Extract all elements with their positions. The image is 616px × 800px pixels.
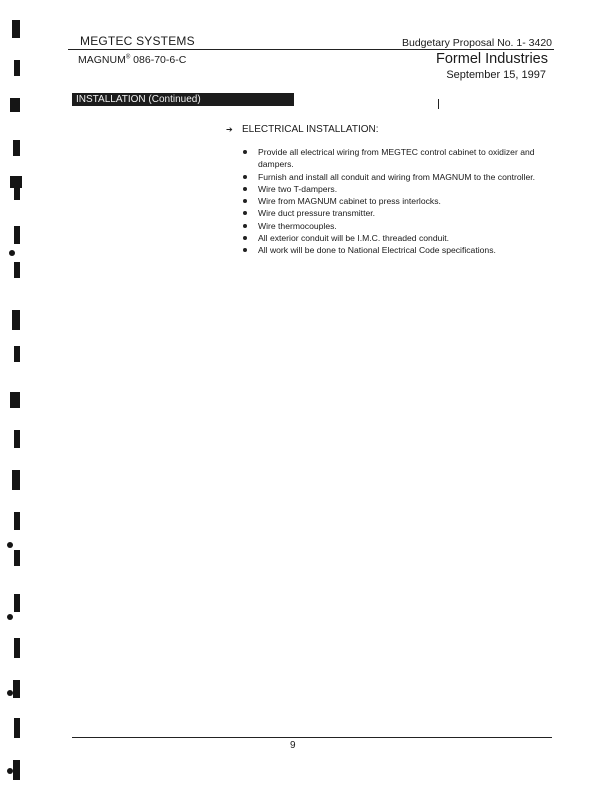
banner-label: INSTALLATION (Continued) bbox=[76, 94, 201, 105]
company-name: MEGTEC SYSTEMS bbox=[80, 34, 195, 48]
margin-tick bbox=[438, 99, 439, 109]
model-suffix: 086-70-6-C bbox=[130, 54, 187, 66]
list-item: Wire two T-dampers. bbox=[240, 183, 540, 195]
list-item: Wire from MAGNUM cabinet to press interlocks. bbox=[240, 195, 540, 207]
requirements-list bbox=[240, 146, 540, 257]
registered-mark: ® bbox=[125, 54, 131, 61]
list-item: Wire duct pressure transmitter. bbox=[240, 207, 540, 219]
list-item: Furnish and install all conduit and wiring from MAGNUM to the controller. bbox=[240, 171, 540, 183]
subsection-heading bbox=[226, 124, 379, 135]
list-item: All exterior conduit will be I.M.C. threaded conduit. bbox=[240, 232, 540, 244]
client-name: Formel Industries bbox=[435, 51, 548, 67]
header-rule-top bbox=[68, 49, 554, 50]
footer-rule bbox=[72, 737, 552, 738]
list-item: All work will be done to National Electrical Code specifications. bbox=[240, 244, 540, 256]
list-item: Provide all electrical wiring from MEGTEC control cabinet to oxidizer and dampers. bbox=[240, 146, 540, 171]
page-number: 9 bbox=[290, 740, 296, 751]
list-item: Wire thermocouples. bbox=[240, 220, 540, 232]
section-banner bbox=[72, 93, 294, 106]
arrow-bullet-icon: ➔ bbox=[226, 125, 233, 134]
model-number bbox=[78, 54, 186, 66]
model-prefix: MAGNUM bbox=[78, 54, 126, 66]
subsection-title: ELECTRICAL INSTALLATION: bbox=[242, 124, 379, 135]
proposal-date: September 15, 1997 bbox=[446, 69, 546, 81]
proposal-number: Budgetary Proposal No. 1- 3420 bbox=[401, 37, 552, 49]
